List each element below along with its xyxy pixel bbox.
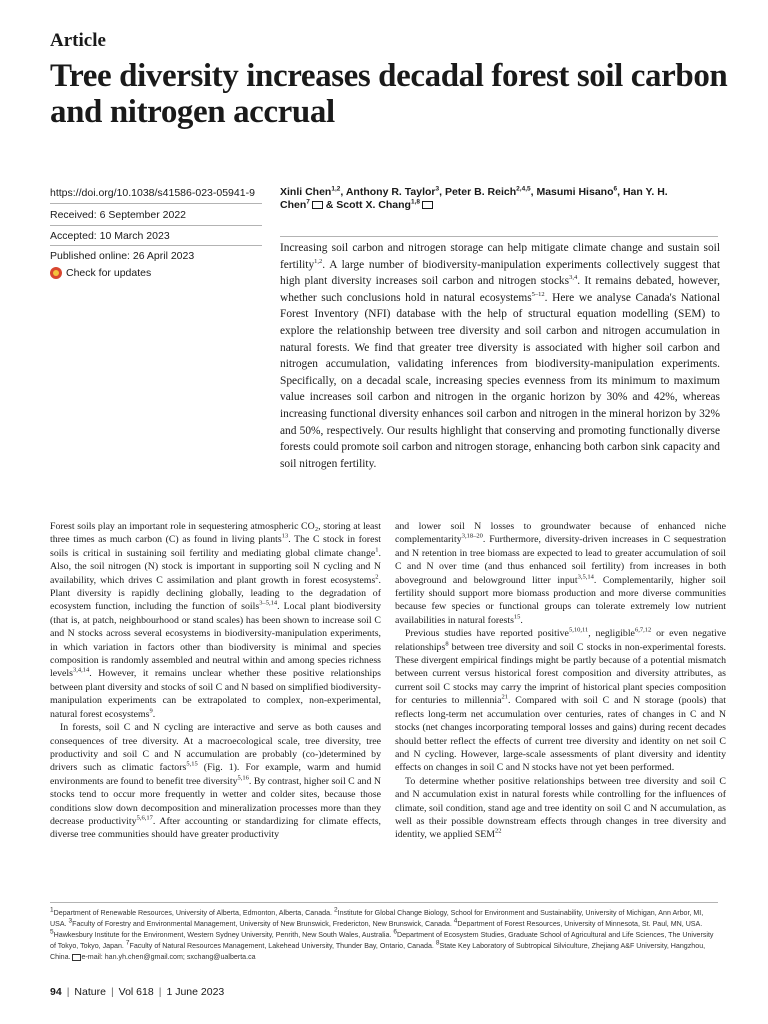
citation-ref[interactable]: 13 [281, 533, 289, 541]
affiliation-number: 1 [50, 906, 54, 914]
author-name[interactable]: Peter B. Reich [444, 186, 517, 198]
affiliation-text: Department of Ecosystem Studies, Graduate School of Agricultural and Life Sciences, The University of Tokyo, Tokyo, Japan. [50, 931, 714, 950]
affiliation-text: Faculty of Forestry and Environmental Management, University of New Brunswick, Fredericton, New Brunswick, Canada. [72, 920, 454, 928]
citation-ref[interactable]: 15 [513, 613, 521, 621]
affiliation-text: Department of Forest Resources, University of Minnesota, St. Paul, MN, USA. [457, 920, 703, 928]
journal-name: Nature [74, 986, 106, 998]
meta-divider [50, 245, 262, 246]
abstract-text: Increasing soil carbon and nitrogen storage can help mitigate climate change and sustain soil fertility$^{1,2}$. A large number of biodiversity-manipulation experiments collectively suggest that high plant diversity increases soil carbon and nitrogen stocks$^{3,4}$. It remains debated, however, whether such conclusions hold in natural ecosystems$^{5-12}$. Here we analyse Canada's National Forest Inventory (NFI) database with the help of structural equation modelling (SEM) to explore the relationship between tree diversity and soil carbon and nitrogen accumulation in natural forests. We find that greater tree diversity is associated with higher soil carbon and nitrogen accumulation, validating inferences from biodiversity-manipulation experiments. Specifically, on a decadal scale, increasing species evenness from its minimum to maximum value increases soil carbon and nitrogen in the organic horizon by 30% and 42%, whereas increasing functional diversity enhances soil carbon and nitrogen in the mineral horizon by 32% and 50%, respectively. Our results highlight that conserving and promoting functionally diverse forests could promote soil carbon and nitrogen storage, enhancing both carbon sink capacity and soil nitrogen fertility. [280, 242, 720, 470]
body-paragraph: and lower soil N losses to groundwater because of enhanced niche complementarity$^{3,18-20}$. Furthermore, diversity-driven increases in C sequestration and N retention in tree biomass are expected to lead to greater accumulation of soil C and N over time (and thus enhanced soil fertility) from increases in both aboveground and belowground litter input$^{3,5,14}$. Complementarily, higher soil fertility should support more biomass production and more diverse communities because few species or functional groups can tolerate extremely low nutrient availabilities in natural forests$^{15}$. [395, 521, 726, 626]
body-column-right [395, 520, 726, 842]
article-title: Tree diversity increases decadal forest soil carbon and nitrogen accrual [50, 58, 728, 130]
doi-link[interactable]: https://doi.org/10.1038/s41586-023-05941-9 [50, 187, 255, 199]
citation-ref[interactable]: 5,16 [237, 774, 249, 782]
affiliation-number: 3 [68, 917, 73, 925]
abstract [280, 240, 720, 472]
affiliation-text: Department of Renewable Resources, University of Alberta, Edmonton, Alberta, Canada. [53, 909, 334, 917]
check-for-updates-button[interactable] [50, 267, 151, 279]
author-name[interactable]: Scott X. Chang [336, 199, 411, 211]
citation-ref[interactable]: 6,7,12 [634, 626, 652, 634]
body-paragraph: Forest soils play an important role in sequestering atmospheric CO₂, storing at least three times as much carbon (C) as found in living plants$^{13}$. The C stock in forest soils is critical in sustaining soil fertility and mediating global climate change$^1$. Also, the soil nitrogen (N) stock is important in supporting soil N cycling and N availability, which drives C assimilation and plant growth in forest ecosystems$^2$. Plant diversity is rapidly declining globally, leading to the degradation of ecosystem function, including the function of soils$^{3-5,14}$. Local plant biodiversity (that is, at patch, neighbourhood or stand scales) has been shown to increase soil C and N stocks across several ecosystems in biodiversity-manipulation experiments, in which variation in factors other than biodiversity is minimal and species composition is randomly assembled and neutral within and among species richness levels$^{3,4,14}$. However, it remains unclear whether these positive relationships between plant diversity and stocks of soil C and N based on simplified biodiversity-manipulation experiments can be extrapolated to complex, non-experimental, natural forest ecosystems$^9$. [50, 521, 382, 720]
section-label: Article [50, 30, 106, 51]
affiliation-number: 5 [50, 928, 54, 936]
affiliation-number: 4 [453, 917, 458, 925]
affiliation-number: 6 [393, 928, 397, 936]
accepted-date: Accepted: 10 March 2023 [50, 230, 170, 242]
affiliation-number: 2 [333, 906, 338, 914]
author-affiliation-ref: 2,4,5 [516, 185, 531, 193]
author-name[interactable]: Anthony R. Taylor [345, 186, 436, 198]
author-name[interactable]: Masumi Hisano [536, 186, 614, 198]
crossmark-icon [50, 267, 62, 279]
citation-ref[interactable]: 21 [501, 694, 508, 701]
author-affiliation-ref: 7 [306, 198, 310, 206]
affiliation-number: 8 [435, 939, 440, 947]
citation-ref[interactable]: 3,4 [569, 274, 578, 282]
affiliation-text: State Key Laboratory of Subtropical Silviculture, Zhejiang A&F University, Hangzhou, China. [50, 942, 706, 961]
email-icon[interactable] [312, 201, 323, 209]
page-number: 94 [50, 986, 62, 998]
footnote-divider [50, 902, 718, 903]
author-affiliation-ref: 3 [435, 185, 440, 193]
citation-ref[interactable]: 8 [445, 640, 449, 648]
volume: Vol 618 [118, 986, 154, 998]
author-affiliation-ref: 1,2 [331, 185, 341, 193]
citation-ref[interactable]: 9 [149, 707, 153, 715]
affiliation-text: Faculty of Natural Resources Management, Lakehead University, Thunder Bay, Ontario, Canada. [129, 942, 436, 950]
affiliation-number: 7 [125, 939, 130, 947]
correspondence-emails[interactable]: e-mail: han.yh.chen@gmail.com; sxchang@ualberta.ca [81, 953, 256, 961]
body-paragraph: In forests, soil C and N cycling are interactive and serve as both causes and consequences of tree diversity. At a macroecological scale, tree diversity, tree productivity and soil C and N accumulation are probably (co-)determined by drivers such as climatic factors$^{5,15}$ (Fig. 1). For example, warm and humid environments are found to benefit tree diversity$^{5,16}$. By contrast, higher soil C and N stocks tend to occur more frequently in wetter and colder sites, because those conditions slow down decomposition and mineralization processes more than they decrease productivity$^{5,6,17}$. After accounting or standardizing for climate effects, diverse tree communities should have greater productivity [50, 722, 381, 841]
email-icon[interactable] [422, 201, 433, 209]
citation-ref[interactable]: 3,5,14 [577, 573, 594, 581]
author-affiliation-ref: 6 [613, 185, 618, 193]
citation-ref[interactable]: 5,15 [186, 761, 198, 769]
citation-ref[interactable]: 5,10,11 [568, 626, 589, 634]
issue-date: 1 June 2023 [166, 986, 225, 998]
author-affiliation-ref: 1,8 [410, 198, 421, 206]
body-paragraph: Previous studies have reported positive$^{5,10,11}$, negligible$^{6,7,12}$ or even negative relationships$^8$ between tree diversity and soil C stocks in non-experimental forests. These divergent empirical findings might be partly because of a potential mismatch between current versus historical forest composition and diversity attributes, as current soil C stocks may carry the imprint of historical plant species composition for centuries to millennia$^{21}$. Compared with soil C and N storage (pools) that reflects long-term net accumulation over centuries, rates of changes in C and N stocks (net changes incorporating temporal losses and gains) during recent decades should better reflect the effects of current tree diversity and identity on net soil C and N cycling. However, large-scale assessments of plant diversity and identity effects on changes in soil C and N stocks have not yet been performed. [395, 626, 726, 774]
meta-divider [50, 203, 262, 204]
published-date: Published online: 26 April 2023 [50, 250, 195, 262]
abstract-divider [280, 236, 718, 237]
body-column-left [50, 520, 381, 842]
citation-ref[interactable]: 3,18–20 [461, 533, 483, 541]
citation-ref[interactable]: 3,4,14 [72, 667, 90, 675]
citation-ref[interactable]: 5,6,17 [136, 814, 153, 822]
body-paragraph: To determine whether positive relationships between tree diversity and soil C and N accumulation exist in natural forests while controlling for the influences of climate, soil condition, stand age and tree identity on soil C and N accumulation, as well as their possible downstream effects through changes in tree diversity and identity, we applied SEM$^{22}$ [395, 775, 726, 841]
citation-ref[interactable]: 2 [375, 573, 379, 581]
author-name[interactable]: Han Y. H. Chen [280, 186, 668, 211]
author-list: Xinli Chen$^{1,2}$, Anthony R. Taylor$^3$, Peter B. Reich$^{2,4,5}$, Masumi Hisano$^6$, Han Y. H. Chen$^7$ & Scott X. Chang$^{1,8}$ [280, 185, 668, 211]
page-footer: 94 | Nature | Vol 618 | 1 June 2023 [50, 986, 225, 998]
citation-ref[interactable]: 1 [375, 546, 379, 554]
affiliations-footnote [50, 908, 720, 963]
check-for-updates-label: Check for updates [66, 267, 152, 279]
author-name[interactable]: Xinli Chen [280, 186, 332, 198]
citation-ref[interactable]: 1,2 [314, 257, 323, 265]
citation-ref[interactable]: 5–12 [531, 290, 545, 298]
affiliation-text: Hawkesbury Institute for the Environment, Western Sydney University, Penrith, New South Wales, Australia. [53, 931, 394, 939]
citation-ref[interactable]: 3–5,14 [259, 600, 278, 608]
meta-divider [50, 225, 262, 226]
affiliation-text: Institute for Global Change Biology, School for Environment and Sustainability, University of Michigan, Ann Arbor, MI, USA. [50, 909, 704, 928]
received-date: Received: 6 September 2022 [50, 209, 187, 221]
citation-ref[interactable]: 22 [494, 828, 502, 836]
